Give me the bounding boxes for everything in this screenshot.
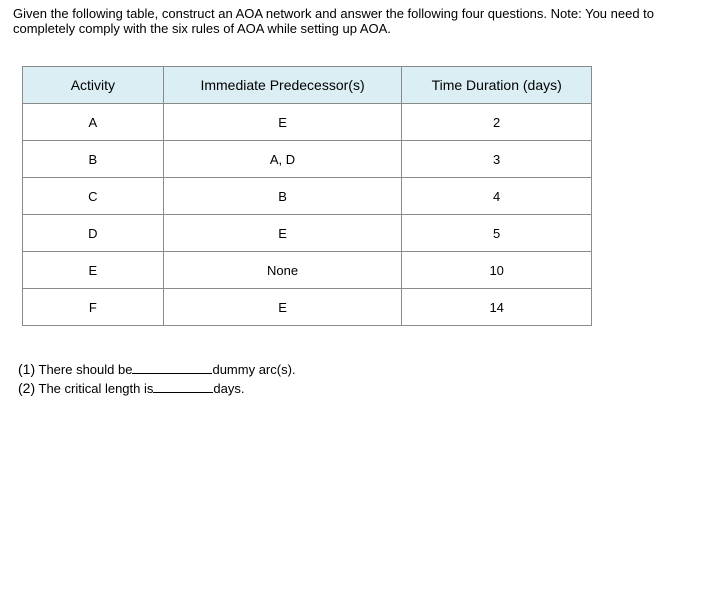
table-header-row <box>23 67 592 104</box>
predecessor-cell: E <box>163 104 402 141</box>
header-activity: Activity <box>23 67 164 104</box>
answer-blank-dummy-arcs[interactable] <box>132 361 212 374</box>
predecessor-cell: B <box>163 178 402 215</box>
answer-blank-critical-length[interactable] <box>153 380 213 393</box>
question-number: (1) <box>18 361 36 377</box>
table-row <box>23 141 592 178</box>
duration-cell: 14 <box>402 289 592 326</box>
question-2 <box>18 379 296 398</box>
question-prompt: The critical length is <box>35 381 154 396</box>
table-row <box>23 215 592 252</box>
predecessor-cell: E <box>163 289 402 326</box>
predecessor-cell: E <box>163 215 402 252</box>
question-1 <box>18 360 296 379</box>
table-row <box>23 104 592 141</box>
activity-cell: E <box>23 252 164 289</box>
predecessor-cell: None <box>163 252 402 289</box>
table-row <box>23 178 592 215</box>
predecessor-cell: A, D <box>163 141 402 178</box>
questions-block <box>18 360 296 398</box>
activity-cell: C <box>23 178 164 215</box>
question-prompt: There should be <box>35 362 133 377</box>
question-number: (2) <box>18 380 36 396</box>
duration-cell: 10 <box>402 252 592 289</box>
header-predecessors: Immediate Predecessor(s) <box>163 67 402 104</box>
table-row <box>23 289 592 326</box>
table-row <box>23 252 592 289</box>
question-suffix: days. <box>213 381 245 396</box>
instructions-text: Given the following table, construct an AOA network and answer the following four questions. Note: You need to completely comply with the six rules of AOA while setting up AOA. <box>13 6 655 36</box>
header-duration: Time Duration (days) <box>402 67 592 104</box>
activity-cell: B <box>23 141 164 178</box>
activity-cell: F <box>23 289 164 326</box>
activity-cell: A <box>23 104 164 141</box>
activity-table <box>22 66 592 326</box>
duration-cell: 3 <box>402 141 592 178</box>
question-suffix: dummy arc(s). <box>212 362 296 377</box>
duration-cell: 2 <box>402 104 592 141</box>
activity-cell: D <box>23 215 164 252</box>
duration-cell: 4 <box>402 178 592 215</box>
duration-cell: 5 <box>402 215 592 252</box>
